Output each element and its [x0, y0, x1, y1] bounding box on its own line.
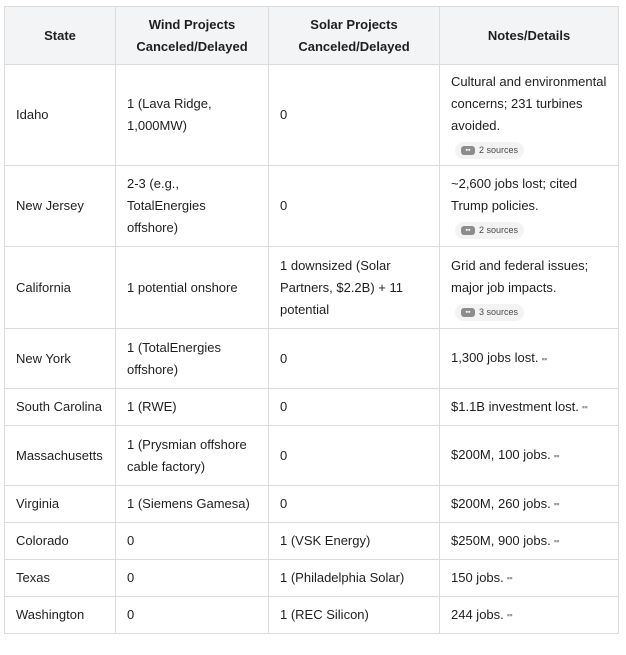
header-notes: Notes/Details	[440, 7, 619, 65]
cell-state: Virginia	[5, 486, 116, 523]
cell-solar: 0	[269, 329, 440, 389]
table-row	[5, 65, 619, 166]
cell-state: California	[5, 247, 116, 329]
cell-notes	[440, 560, 619, 597]
data-table-container	[4, 6, 618, 634]
sources-chip[interactable]	[455, 304, 524, 321]
sources-chip[interactable]	[455, 222, 524, 239]
source-mark-icon[interactable]: ▪▪	[541, 353, 547, 364]
sources-label: 3 sources	[479, 306, 519, 317]
sources-label: 2 sources	[479, 145, 519, 155]
notes-text: ~2,600 jobs lost; cited Trump policies.	[451, 176, 578, 213]
cell-solar: 1 (Philadelphia Solar)	[269, 560, 440, 597]
table-row	[5, 560, 619, 597]
cell-notes	[440, 329, 619, 389]
notes-text: $250M, 900 jobs.	[451, 532, 551, 548]
table-row	[5, 329, 619, 389]
header-state: State	[5, 7, 116, 65]
cell-solar: 1 downsized (Solar Partners, $2.2B) + 11 potential	[269, 247, 440, 329]
cell-state: New York	[5, 329, 116, 389]
sources-label: 2 sources	[479, 225, 519, 235]
source-mark-icon[interactable]: ▪▪	[553, 499, 560, 510]
cell-wind: 2-3 (e.g., TotalEnergies offshore)	[116, 166, 269, 247]
table-row	[5, 523, 619, 560]
cell-solar: 0	[269, 426, 440, 486]
notes-text: $200M, 260 jobs.	[451, 495, 551, 511]
cell-notes	[440, 523, 619, 560]
cell-state: Massachusetts	[5, 426, 116, 486]
table-row	[5, 486, 619, 523]
source-favicons-icon: ▪▪	[461, 308, 475, 317]
sources-chip[interactable]	[455, 142, 524, 159]
cell-wind: 1 (RWE)	[116, 389, 269, 426]
cell-state: Texas	[5, 560, 116, 597]
cell-wind: 0	[116, 560, 269, 597]
cell-notes	[440, 389, 619, 426]
table-row	[5, 389, 619, 426]
cell-state: South Carolina	[5, 389, 116, 426]
source-favicons-icon: ▪▪	[461, 226, 475, 235]
cell-wind: 0	[116, 597, 269, 634]
projects-table	[4, 6, 619, 634]
table-body	[5, 65, 619, 634]
notes-text: 244 jobs.	[451, 606, 504, 622]
cell-notes	[440, 597, 619, 634]
table-row	[5, 166, 619, 247]
cell-solar: 0	[269, 486, 440, 523]
table-row	[5, 247, 619, 329]
cell-notes	[440, 166, 619, 247]
notes-text: 150 jobs.	[451, 569, 504, 585]
source-mark-icon[interactable]: ▪▪	[553, 536, 560, 547]
cell-state: Idaho	[5, 65, 116, 166]
notes-text: $200M, 100 jobs.	[451, 447, 551, 463]
source-mark-icon[interactable]: ▪▪	[506, 610, 513, 621]
header-wind: Wind Projects Canceled/Delayed	[116, 7, 269, 65]
cell-solar: 0	[269, 166, 440, 247]
source-favicons-icon: ▪▪	[461, 146, 475, 155]
cell-state: Washington	[5, 597, 116, 634]
cell-notes	[440, 426, 619, 486]
cell-notes	[440, 247, 619, 329]
table-row	[5, 597, 619, 634]
cell-wind: 0	[116, 523, 269, 560]
notes-text: 1,300 jobs lost.	[451, 350, 539, 366]
cell-solar: 0	[269, 65, 440, 166]
cell-wind: 1 (TotalEnergies offshore)	[116, 329, 269, 389]
notes-text: Cultural and environmental concerns; 231 turbines avoided.	[451, 74, 607, 133]
notes-text: Grid and federal issues; major job impacts.	[451, 257, 589, 295]
cell-wind: 1 potential onshore	[116, 247, 269, 329]
table-row	[5, 426, 619, 486]
cell-wind: 1 (Prysmian offshore cable factory)	[116, 426, 269, 486]
cell-notes	[440, 486, 619, 523]
cell-notes	[440, 65, 619, 166]
table-header-row	[5, 7, 619, 65]
cell-wind: 1 (Lava Ridge, 1,000MW)	[116, 65, 269, 166]
header-solar: Solar Projects Canceled/Delayed	[269, 7, 440, 65]
cell-state: Colorado	[5, 523, 116, 560]
cell-solar: 1 (REC Silicon)	[269, 597, 440, 634]
source-mark-icon[interactable]: ▪▪	[506, 573, 513, 584]
cell-solar: 1 (VSK Energy)	[269, 523, 440, 560]
notes-text: $1.1B investment lost.	[451, 398, 579, 414]
source-mark-icon[interactable]: ▪▪	[553, 450, 560, 461]
source-mark-icon[interactable]: ▪▪	[581, 402, 588, 413]
cell-state: New Jersey	[5, 166, 116, 247]
cell-wind: 1 (Siemens Gamesa)	[116, 486, 269, 523]
cell-solar: 0	[269, 389, 440, 426]
